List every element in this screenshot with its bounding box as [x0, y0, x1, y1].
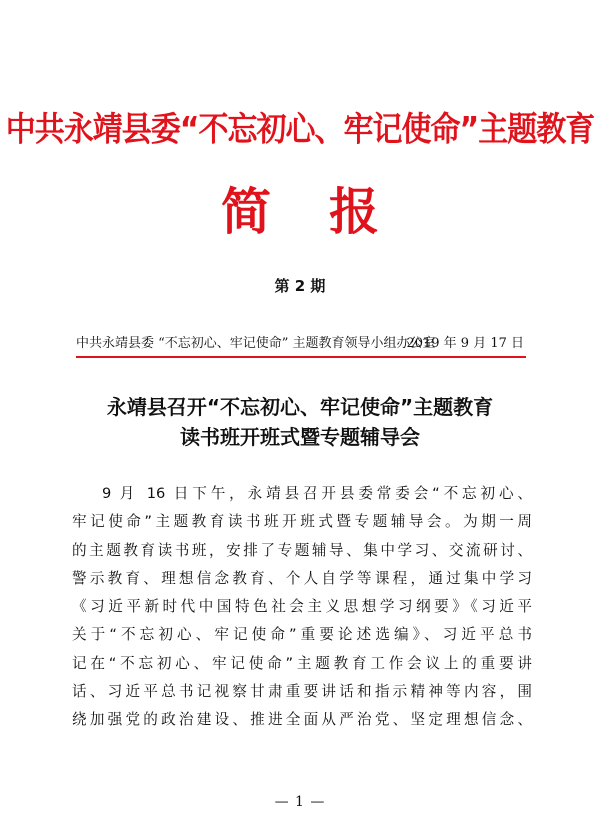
body-line: 绕加强党的政治建设、推进全面从严治党、坚定理想信念、 — [72, 711, 532, 729]
article-body — [72, 480, 532, 735]
body-line: 牢记使命”主题教育读书班开班式暨专题辅导会。为期一周 — [72, 513, 532, 531]
bulletin-char-2: 报 — [329, 182, 379, 241]
body-line: 话、习近平总书记视察甘肃重要讲话和指示精神等内容，围 — [72, 683, 532, 701]
body-line: 警示教育、理想信念教育、个人自学等课程，通过集中学习 — [72, 569, 532, 587]
red-divider-rule — [76, 356, 526, 358]
body-line: 关于“不忘初心、牢记使命”重要论述选编》、习近平总书 — [72, 626, 532, 644]
page-number: — 1 — — [274, 794, 326, 810]
body-line: 9 月 16 日下午，永靖县召开县委常委会“不忘初心、 — [102, 485, 532, 502]
publisher-organization: 中共永靖县委 “不忘初心、牢记使命” 主题教育领导小组办公室 — [76, 336, 436, 351]
publish-date: 2019 年 9 月 17 日 — [406, 336, 524, 351]
body-line: 记在“不忘初心、牢记使命”主题教育工作会议上的重要讲 — [72, 654, 532, 672]
body-line: 《习近平新时代中国特色社会主义思想学习纲要》《习近平 — [72, 598, 532, 616]
body-line: 的主题教育读书班，安排了专题辅导、集中学习、交流研讨、 — [72, 541, 532, 559]
bulletin-title — [0, 182, 600, 242]
bulletin-char-1: 简 — [221, 182, 271, 241]
headline-line: 永靖县召开“不忘初心、牢记使命”主题教育 — [106, 395, 494, 419]
issue-number: 第 2 期 — [274, 277, 326, 295]
article-headline — [60, 392, 540, 452]
headline-line: 读书班开班式暨专题辅导会 — [180, 425, 420, 449]
masthead-title: 中共永靖县委“不忘初心、牢记使命”主题教育 — [5, 110, 595, 150]
